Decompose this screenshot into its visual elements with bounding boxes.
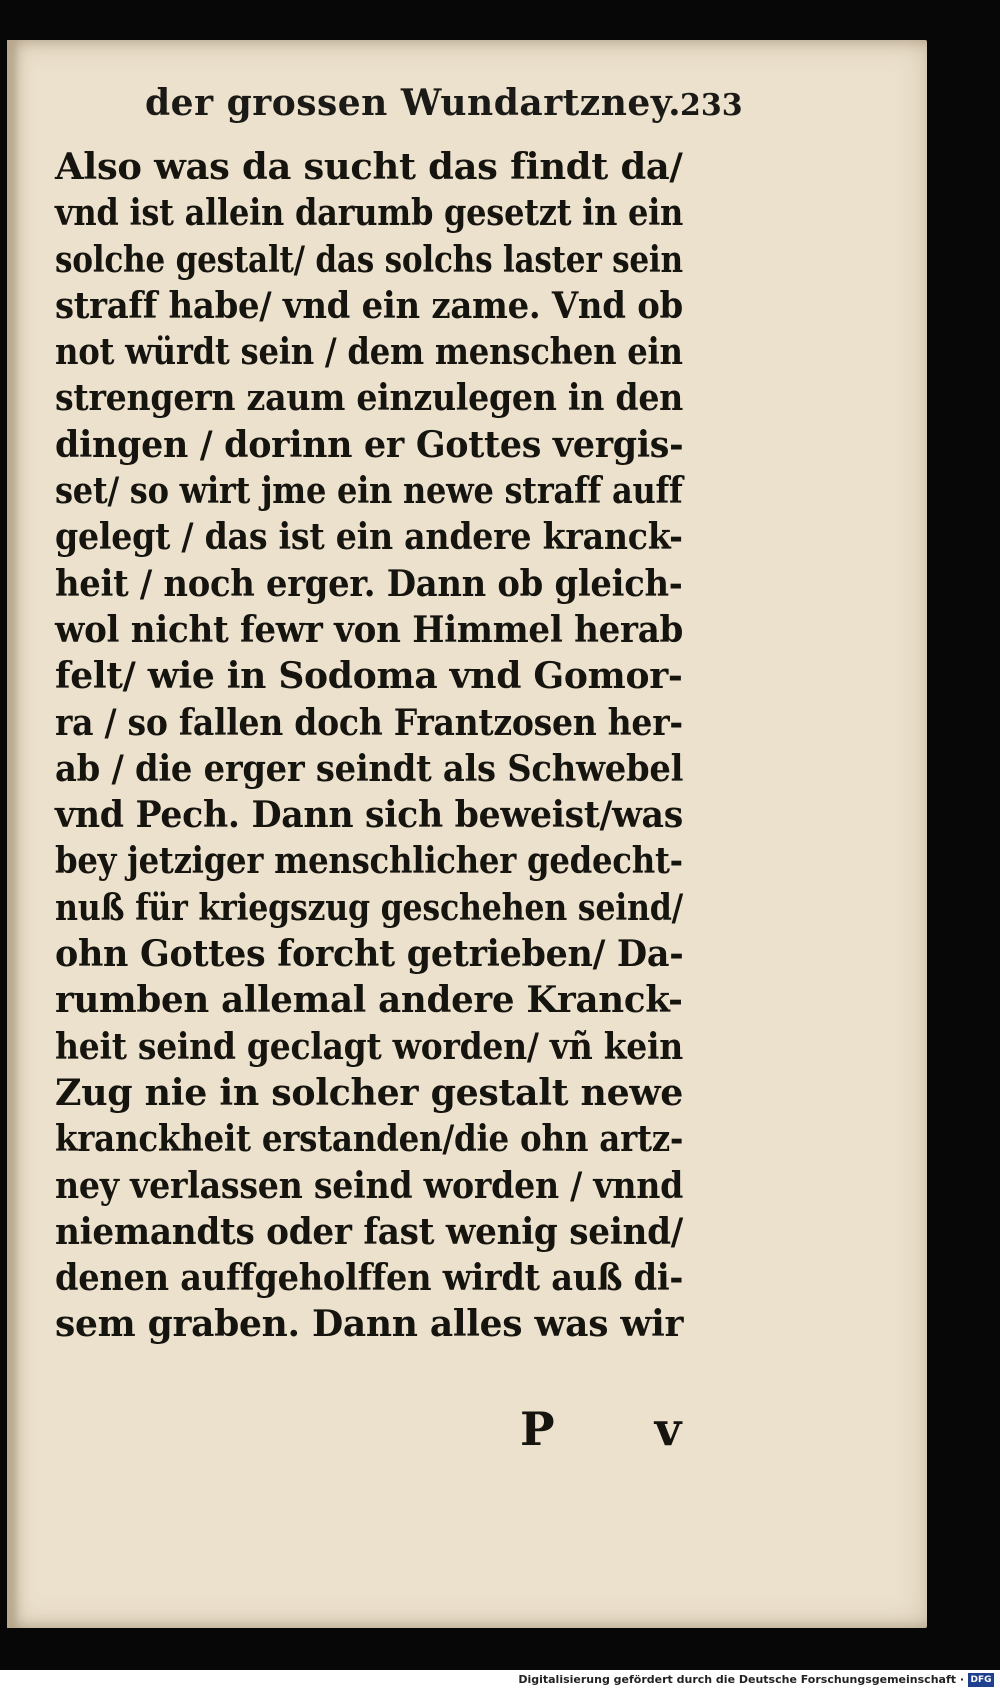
text-line: gelegt / das ist ein andere kranck- — [55, 516, 683, 559]
text-line: felt/ wie in Sodoma vnd Gomor- — [55, 655, 683, 698]
body-text — [55, 144, 755, 1348]
signature-mark: P v — [520, 1402, 724, 1456]
text-line: Also was da sucht das findt da/ — [55, 146, 683, 188]
text-line: straff habe/ vnd ein zame. Vnd ob — [55, 284, 683, 327]
text-line: ohn Gottes forcht getrieben/ Da- — [55, 933, 684, 976]
text-line: dingen / dorinn er Gottes vergis- — [55, 423, 684, 466]
text-line: sem graben. Dann alles was wir — [55, 1303, 684, 1346]
page-number: 233 — [680, 88, 743, 123]
text-line: solche gestalt/ das solchs laster sein — [55, 238, 683, 281]
dfg-logo: DFG — [968, 1673, 994, 1687]
footer-bar — [0, 1670, 1000, 1691]
text-line: wol nicht fewr von Himmel herab — [55, 608, 684, 651]
text-line: not würdt sein / dem menschen ein — [55, 331, 683, 374]
text-line: ra / so fallen doch Frantzosen her- — [55, 701, 683, 744]
text-line: ney verlassen seind worden / vnnd — [55, 1164, 684, 1207]
funding-credit: Digitalisierung gefördert durch die Deutsche Forschungsgemeinschaft · — [518, 1673, 964, 1686]
running-head-title: der grossen Wundartzney. — [145, 82, 682, 124]
text-line: strengern zaum einzulegen in den — [55, 377, 684, 420]
text-line: nuß für kriegszug geschehen seind/ — [55, 886, 683, 929]
running-head — [145, 82, 845, 142]
text-line: set/ so wirt jme ein newe straff auff — [55, 470, 683, 513]
page-gutter-shadow — [7, 40, 19, 1628]
text-line: ab / die erger seindt als Schwebel — [55, 747, 684, 790]
text-line: heit / noch erger. Dann ob gleich- — [55, 562, 683, 605]
text-line: vnd ist allein darumb gesetzt in ein — [55, 192, 684, 235]
text-line: heit seind geclagt worden/ vñ kein — [55, 1025, 683, 1068]
text-line: niemandts oder fast wenig seind/ — [55, 1210, 683, 1253]
text-line: bey jetziger menschlicher gedecht- — [55, 840, 683, 883]
text-line: vnd Pech. Dann sich beweist/was — [55, 794, 683, 837]
text-line: denen auffgeholffen wirdt auß di- — [55, 1257, 684, 1300]
text-line: rumben allemal andere Kranck- — [55, 979, 683, 1022]
text-line: kranckheit erstanden/die ohn artz- — [55, 1118, 684, 1161]
text-line: Zug nie in solcher gestalt newe — [55, 1071, 684, 1114]
